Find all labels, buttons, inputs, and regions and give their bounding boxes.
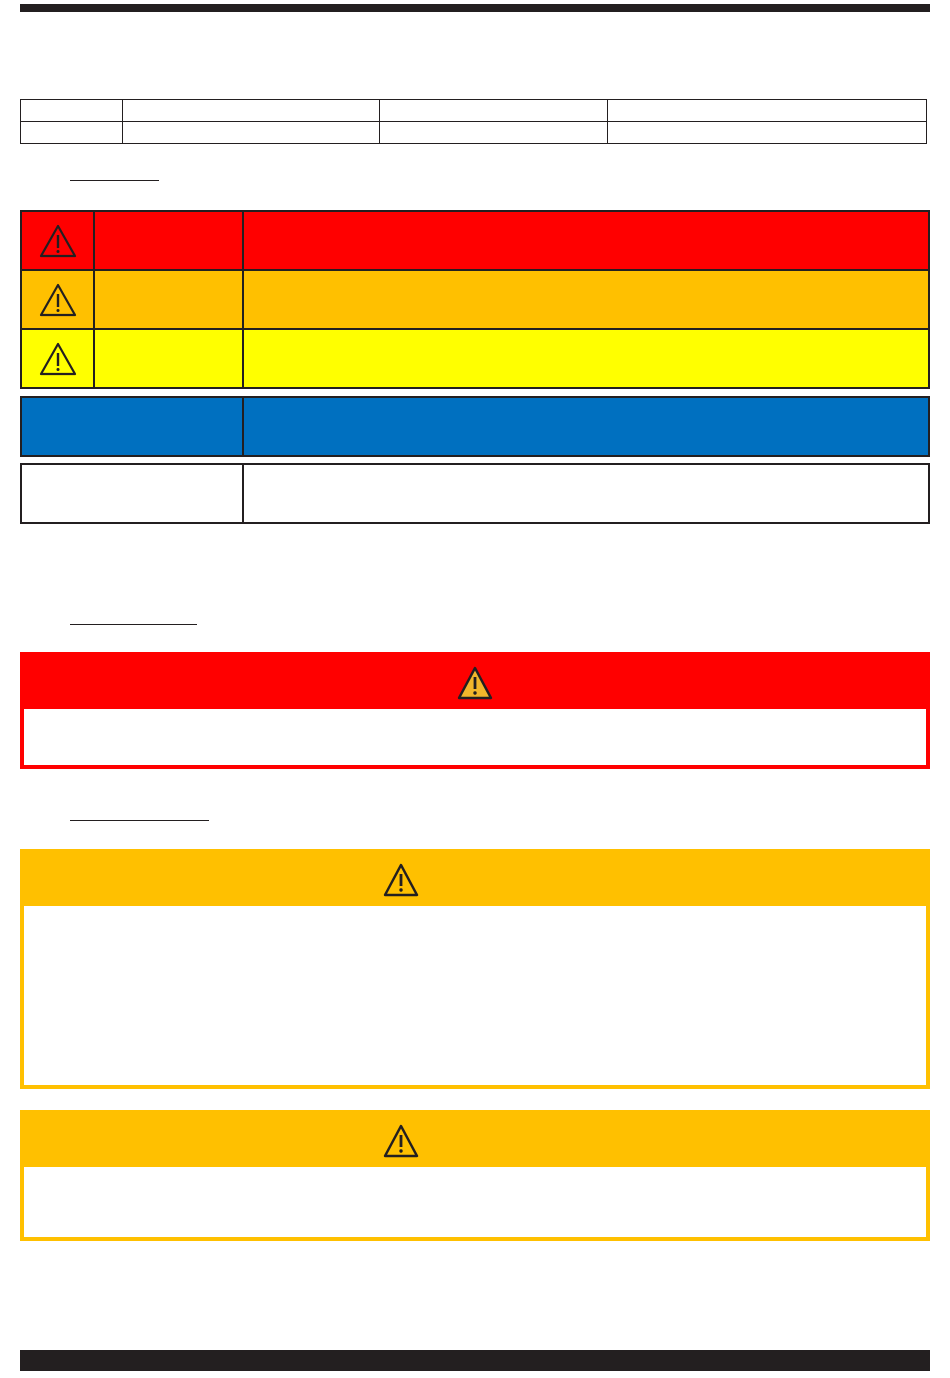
danger-section-heading: [70, 609, 197, 625]
legend-icon-cell: [22, 212, 95, 269]
warning-triangle-icon: [382, 1123, 420, 1159]
legend-row-danger: [20, 210, 930, 271]
legend-signal-word: [22, 465, 244, 522]
legend-section-heading: [70, 165, 159, 181]
top-rule: [20, 4, 930, 12]
legend-signal-word: [95, 212, 244, 269]
warning-section-heading: [70, 805, 209, 821]
table-row: [21, 100, 927, 122]
danger-box-header: [24, 656, 926, 709]
legend-description: [244, 398, 928, 455]
legend-description: [244, 330, 928, 387]
legend-signal-word: [95, 330, 244, 387]
legend-description: [244, 271, 928, 328]
warning-box-body: [24, 906, 926, 922]
warning-triangle-icon: [38, 341, 78, 377]
warning-triangle-icon: [382, 862, 420, 898]
warning-triangle-icon: [38, 223, 78, 259]
table-cell: [123, 100, 380, 122]
danger-box-body: [24, 709, 926, 725]
legend-row-note: [20, 463, 930, 524]
table-cell: [380, 100, 608, 122]
warning-box-header: [24, 853, 926, 906]
document-info-table: [20, 99, 927, 144]
bottom-rule: [20, 1350, 930, 1371]
legend-icon-cell: [22, 271, 95, 328]
table-cell: [608, 100, 927, 122]
legend-row-warning: [20, 269, 930, 330]
legend-signal-word: [22, 398, 244, 455]
warning-box-header: [24, 1114, 926, 1167]
table-cell: [123, 122, 380, 144]
legend-signal-word: [95, 271, 244, 328]
warning-box: [20, 849, 930, 1089]
legend-row-notice: [20, 396, 930, 457]
legend-icon-cell: [22, 330, 95, 387]
table-cell: [21, 100, 123, 122]
table-cell: [380, 122, 608, 144]
warning-triangle-icon: [38, 282, 78, 318]
legend-description: [244, 212, 928, 269]
table-cell: [608, 122, 927, 144]
warning-triangle-icon: [456, 665, 494, 701]
warning-box: [20, 1110, 930, 1241]
warning-box-body: [24, 1167, 926, 1183]
legend-description: [244, 465, 928, 522]
table-cell: [21, 122, 123, 144]
legend-row-caution: [20, 328, 930, 389]
danger-box: [20, 652, 930, 769]
table-row: [21, 122, 927, 144]
